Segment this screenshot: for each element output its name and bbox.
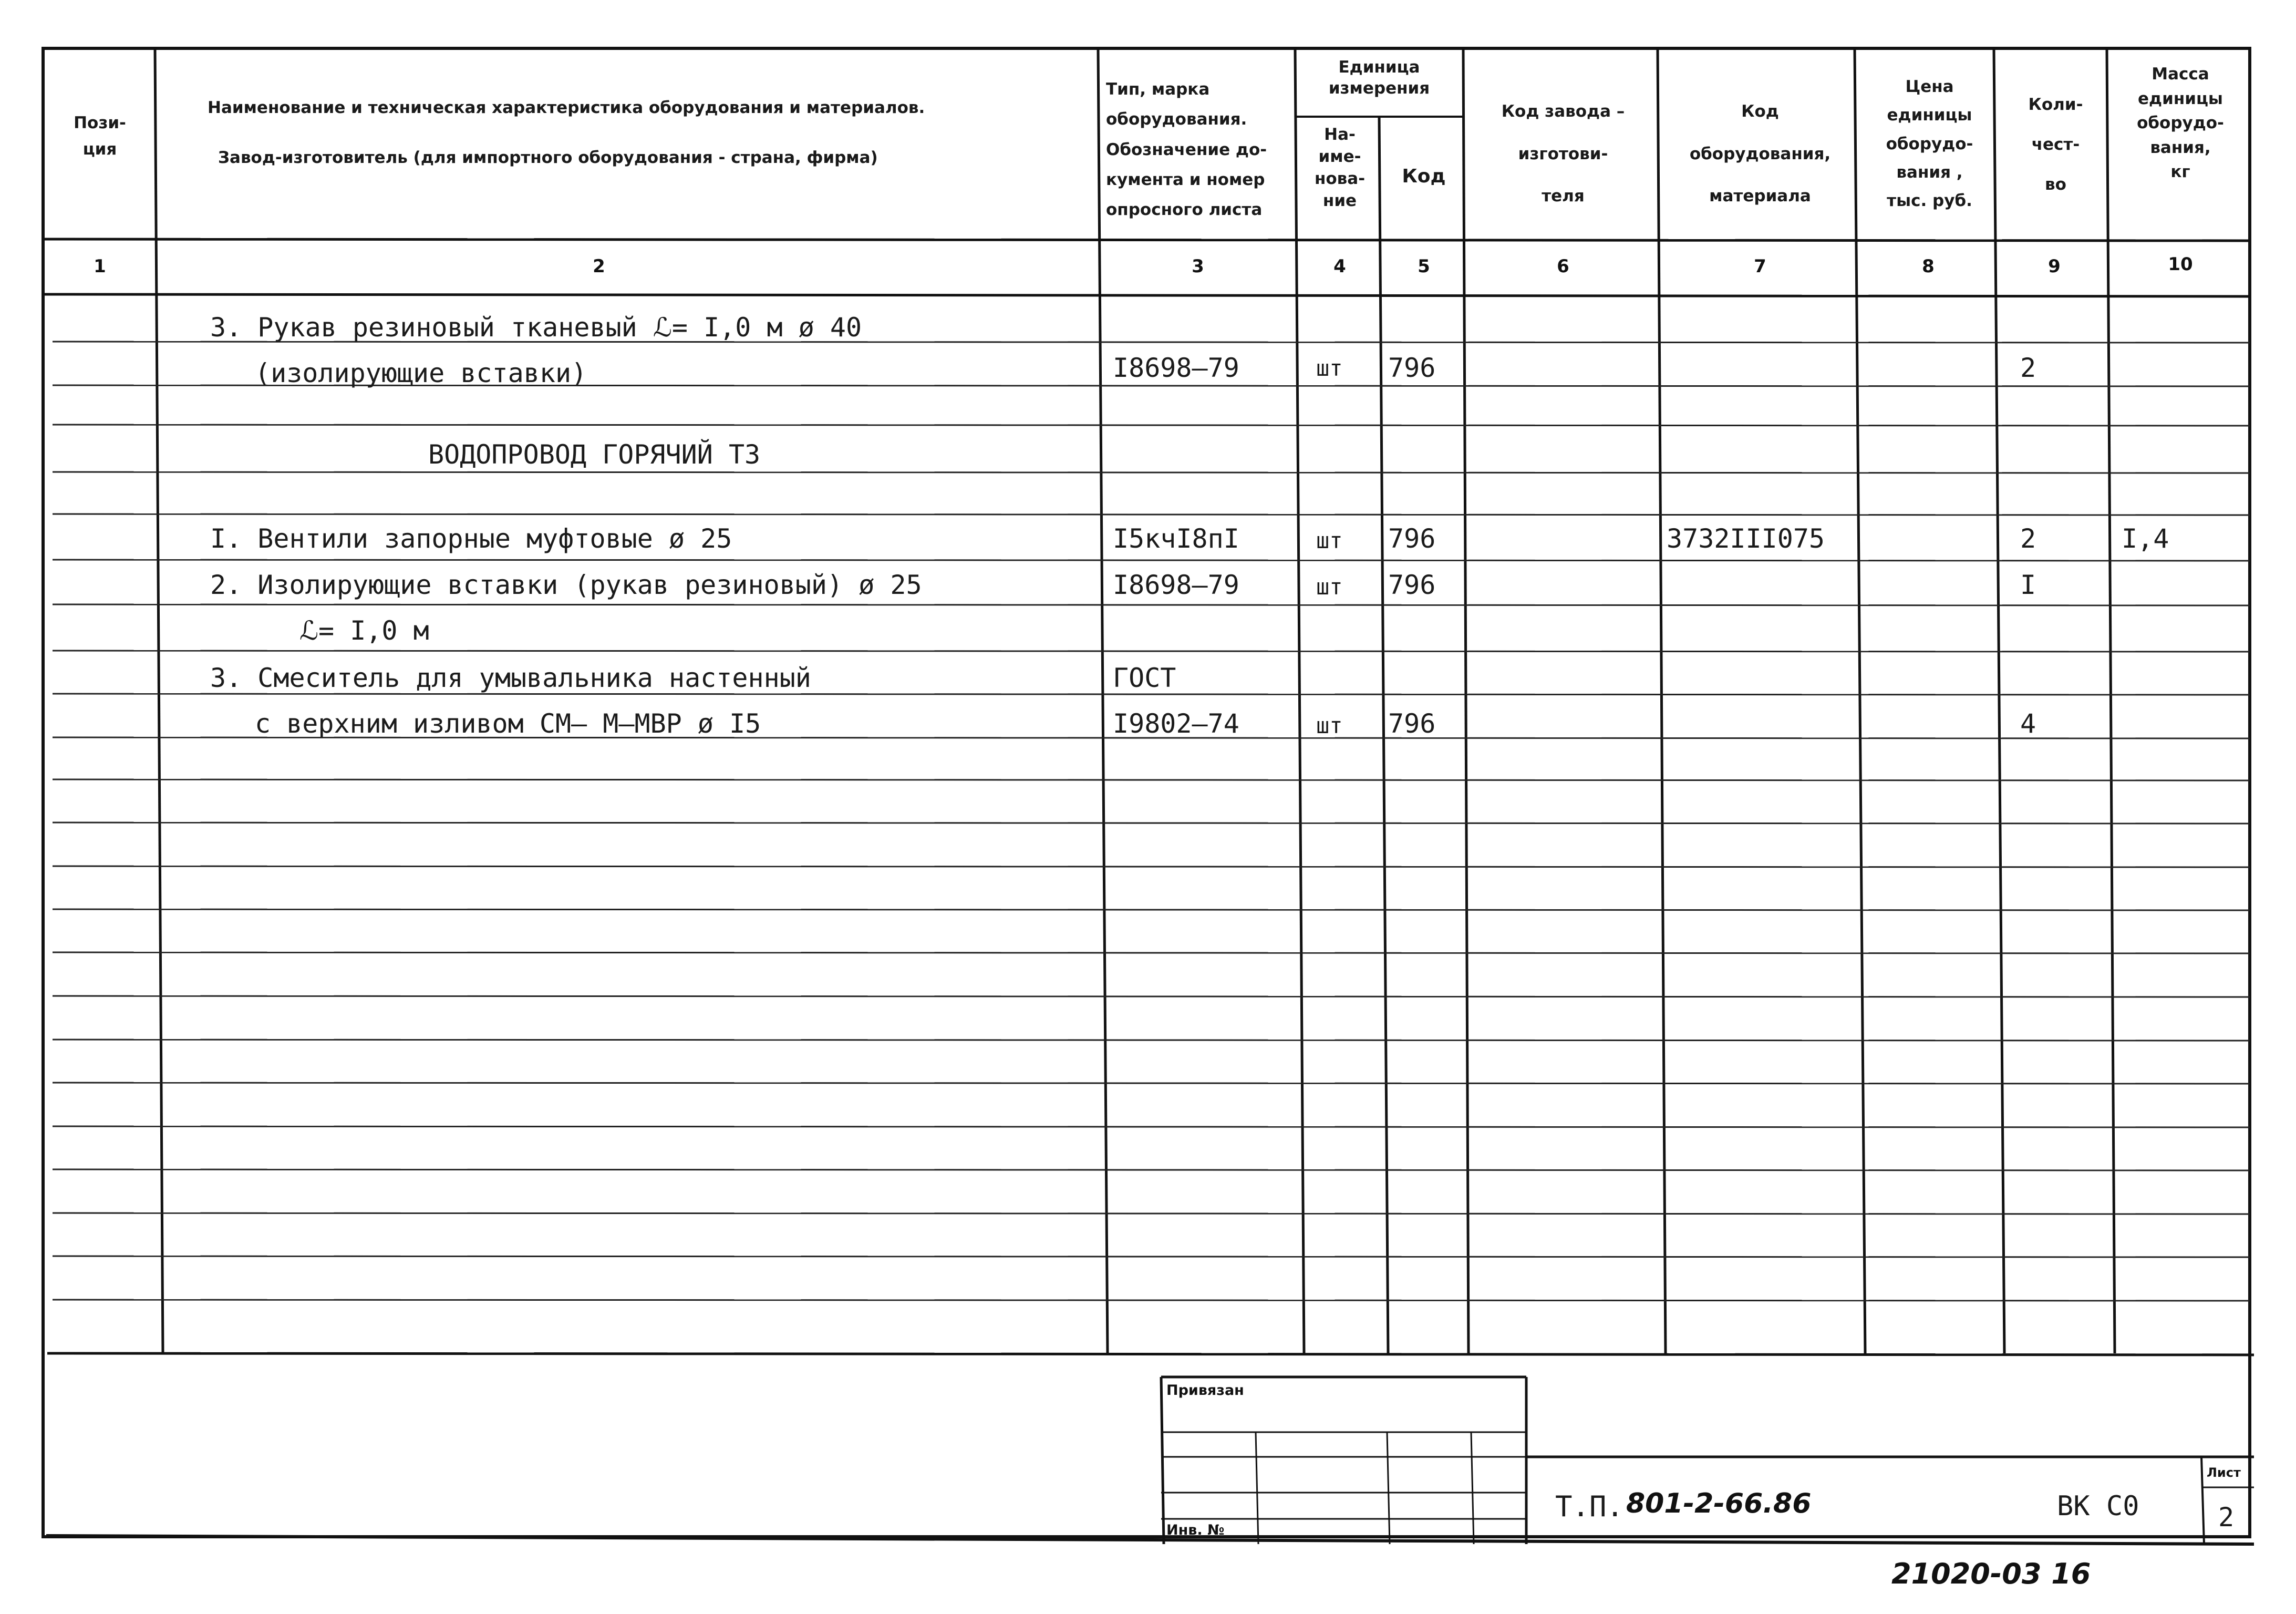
- row-0-name: 3. Рукав резиновый тканевый ℒ= I,0 м ø 40: [210, 312, 862, 343]
- stamp-doc-number: 801-2-66.86: [1626, 1488, 1812, 1519]
- row-3-code: 796: [1388, 523, 1436, 554]
- colnum-3: 3: [1192, 256, 1204, 277]
- colnum-6: 6: [1557, 256, 1569, 277]
- row-6-name: 3. Смеситель для умывальника настенный: [210, 663, 811, 693]
- row-7-name: с верхним изливом СМ– М–МВР ø I5: [255, 708, 761, 739]
- row-1-qty: 2: [2020, 353, 2036, 383]
- row-4-unit: шт: [1316, 574, 1343, 600]
- header-factory-code: Код завода – изготови- теля: [1501, 102, 1625, 206]
- section-title: ВОДОПРОВОД ГОРЯЧИЙ Т3: [428, 439, 761, 470]
- colnum-2: 2: [593, 256, 605, 277]
- row-3-unit: шт: [1316, 528, 1343, 553]
- row-7-unit: шт: [1316, 713, 1343, 738]
- row-3-name: I. Вентили запорные муфтовые ø 25: [210, 523, 732, 554]
- header-unit-code: Код: [1402, 166, 1446, 187]
- row-4-code: 796: [1388, 570, 1436, 600]
- colnum-1: 1: [94, 256, 106, 277]
- row-4-type: I8698–79: [1113, 570, 1239, 600]
- header-name-line2: Завод-изготовитель (для импортного оборудования - страна, фирма): [218, 148, 878, 167]
- row-7-type: I9802–74: [1113, 708, 1239, 739]
- header-name-line1: Наименование и техническая характеристика оборудования и материалов.: [208, 98, 925, 117]
- colnum-4: 4: [1333, 256, 1346, 277]
- colnum-7: 7: [1754, 256, 1766, 277]
- row-4-name: 2. Изолирующие вставки (рукав резиновый) ø 25: [210, 570, 922, 600]
- row-7-code: 796: [1388, 708, 1436, 739]
- row-3-equip-code: 3732III075: [1667, 523, 1825, 554]
- header-quantity: Коли- чест- во: [2028, 95, 2083, 194]
- header-price: Цена единицы оборудо- вания , тыс. руб.: [1886, 77, 1973, 210]
- row-3-mass: I,4: [2122, 523, 2169, 554]
- row-4-qty: I: [2020, 570, 2036, 600]
- row-1-unit: шт: [1316, 355, 1343, 381]
- header-position: Пози- ция: [74, 114, 126, 159]
- header-unit-group: Единица измерения: [1328, 58, 1430, 98]
- colnum-9: 9: [2048, 256, 2061, 277]
- stamp-sheet-no: 2: [2218, 1502, 2235, 1533]
- row-3-type: I5кчI8пI: [1113, 523, 1239, 554]
- header-type: Тип, марка оборудования. Обозначение до- кумента и номер опросного листа: [1106, 80, 1267, 220]
- header-equipment-code: Код оборудования, материала: [1689, 102, 1831, 206]
- bottom-archive-code: 21020-03 16: [1891, 1557, 2091, 1590]
- colnum-10: 10: [2168, 254, 2193, 275]
- colnum-8: 8: [1922, 256, 1935, 277]
- row-1-type: I8698–79: [1113, 353, 1239, 383]
- row-3-qty: 2: [2020, 523, 2036, 554]
- header-mass: Масса единицы оборудо- вания, кг: [2137, 65, 2224, 181]
- row-6-type: ГОСТ: [1113, 663, 1176, 693]
- stamp-sheet-label: Лист: [2207, 1465, 2241, 1480]
- colnum-5: 5: [1418, 256, 1430, 277]
- row-7-qty: 4: [2020, 708, 2036, 739]
- stamp-section: ВК С0: [2057, 1490, 2139, 1522]
- row-5-name: ℒ= I,0 м: [299, 615, 429, 646]
- row-1-name: (изолирующие вставки): [255, 358, 587, 388]
- stamp-doc-prefix: Т.П.: [1555, 1490, 1624, 1523]
- header-unit-name: На- име- нова- ние: [1314, 125, 1366, 210]
- row-1-code: 796: [1388, 353, 1436, 383]
- stamp-privyazan: Привязан: [1166, 1382, 1244, 1399]
- stamp-inv-no: Инв. №: [1166, 1522, 1225, 1538]
